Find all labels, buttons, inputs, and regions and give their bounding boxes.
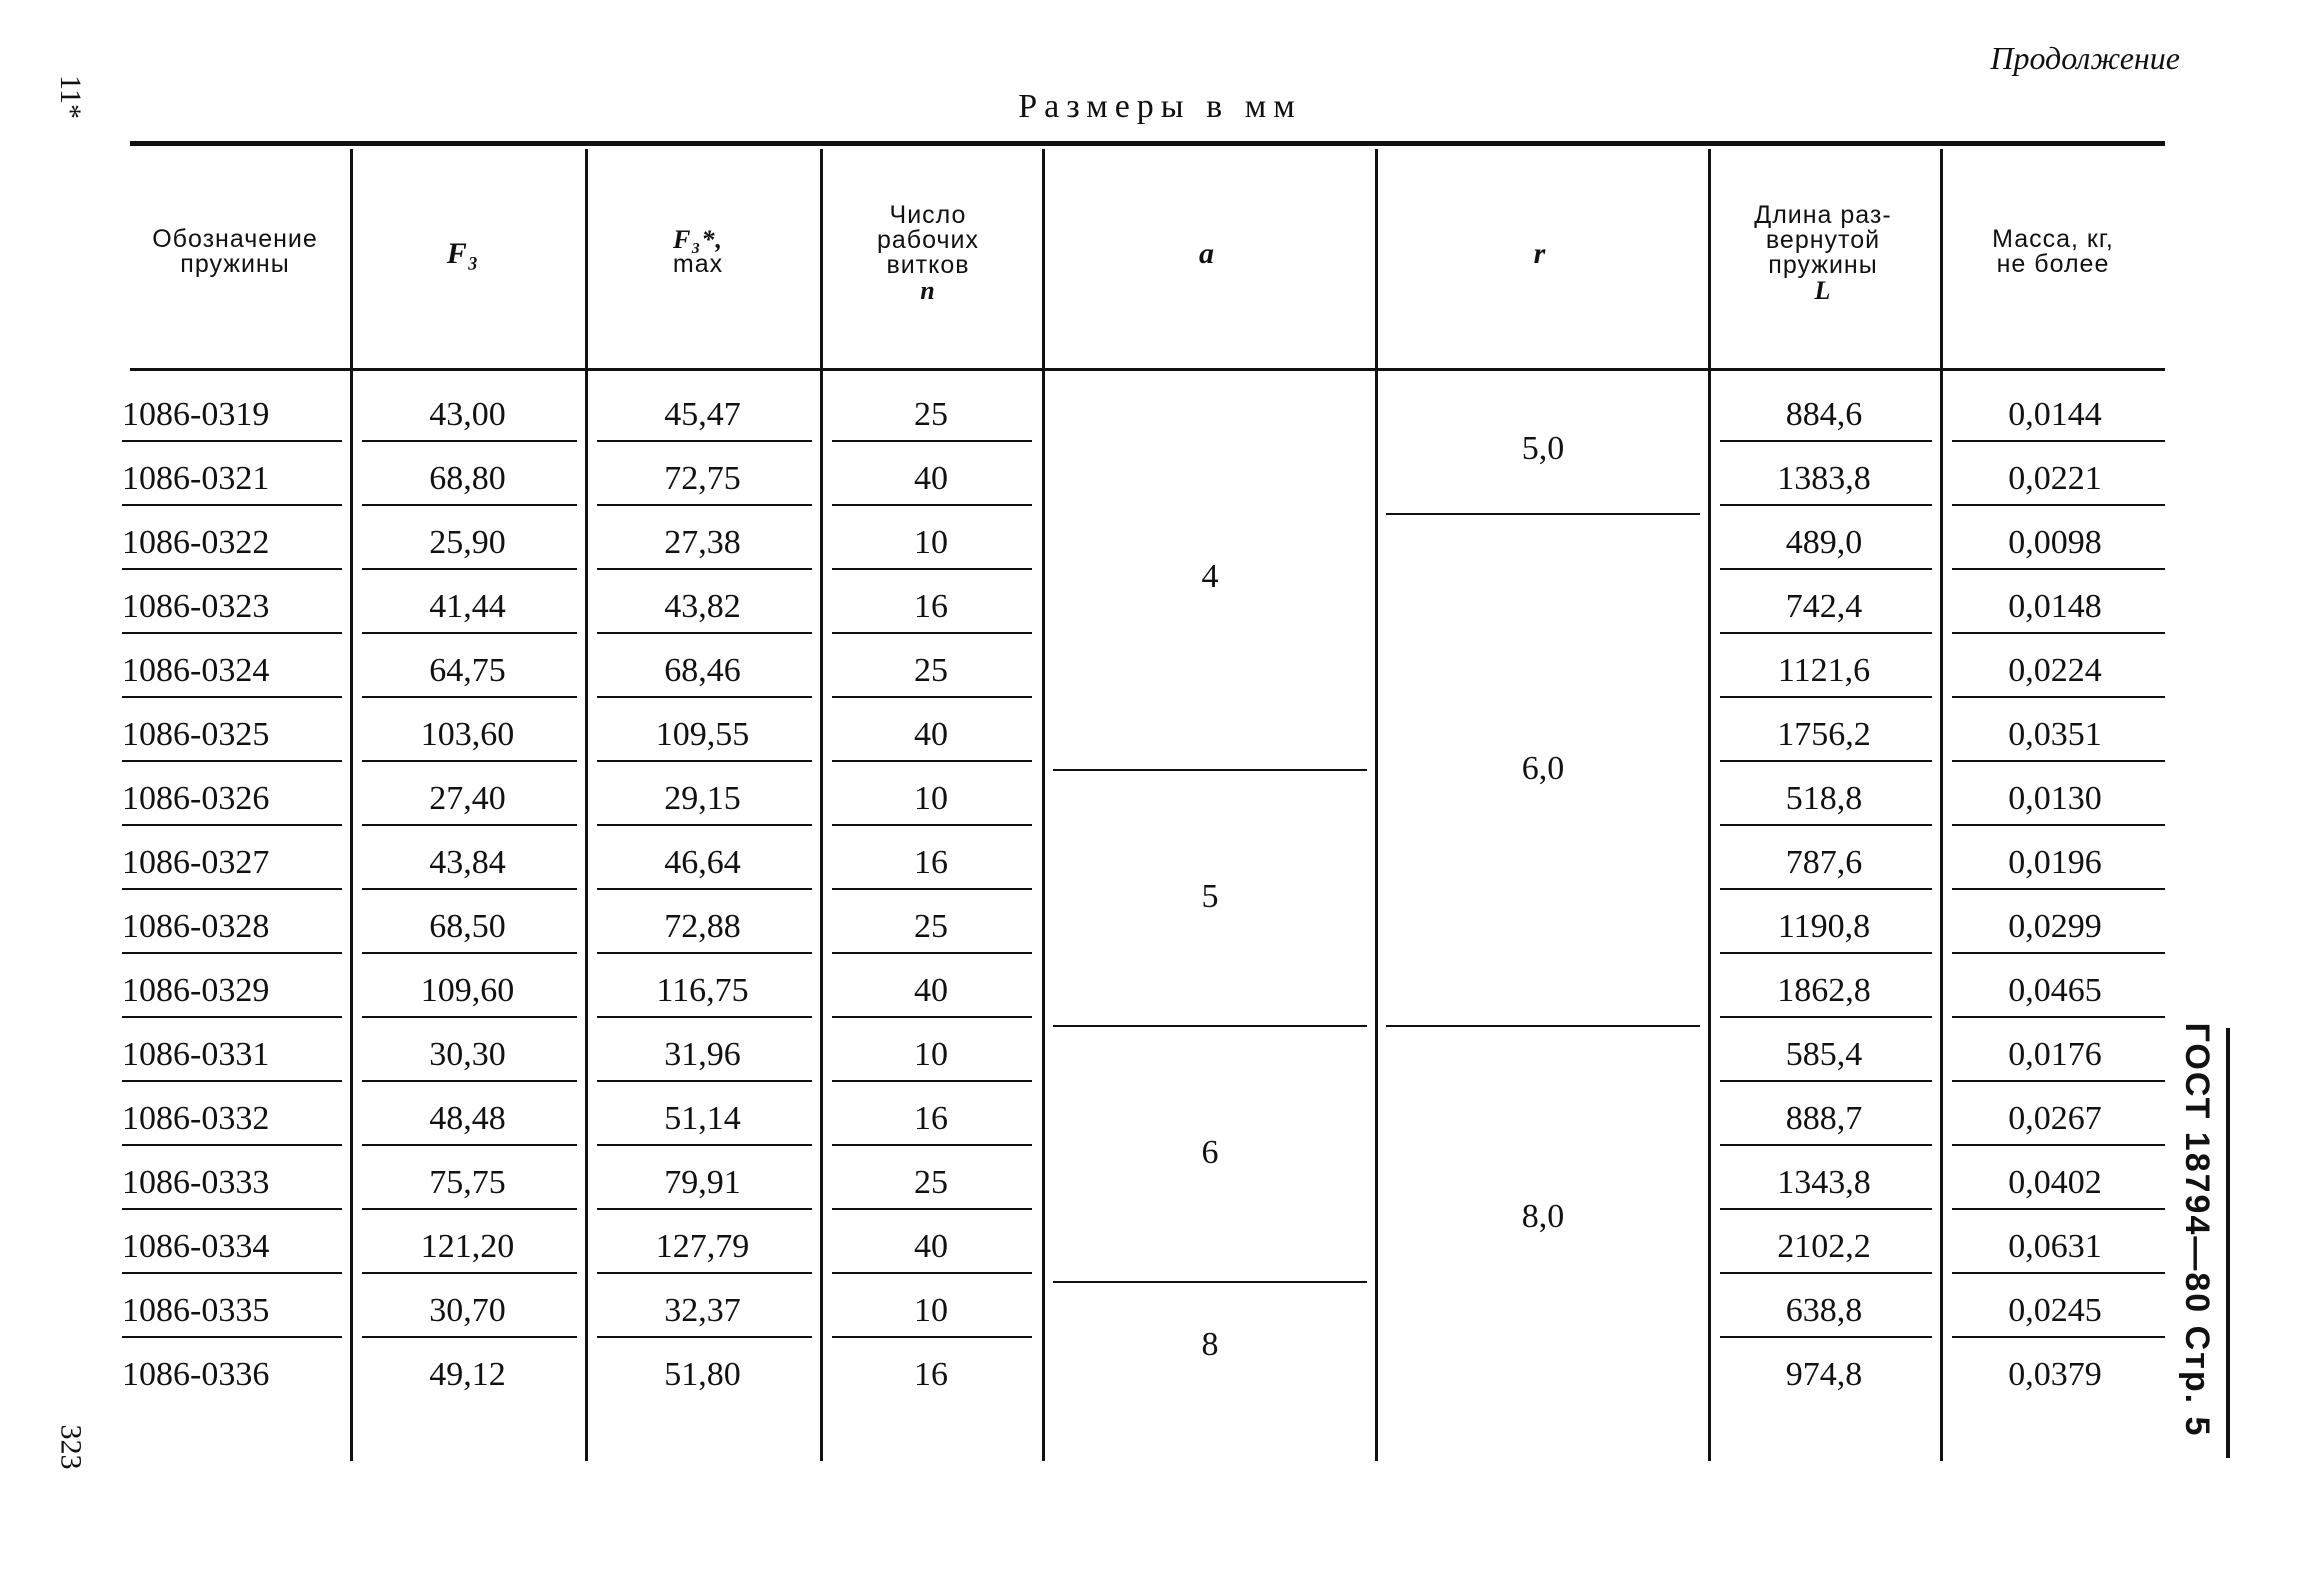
column-separator xyxy=(1708,149,1711,1461)
cell-L: 518,8 xyxy=(1785,780,1863,817)
header-coils-line3: витков xyxy=(886,251,970,279)
cell-L: 1862,8 xyxy=(1777,972,1871,1009)
row-rule xyxy=(597,632,812,634)
cell-mass: 0,0176 xyxy=(2008,1036,2102,1073)
cell-f3: 49,12 xyxy=(429,1356,506,1393)
header-coils-line1: Число xyxy=(889,201,967,229)
cell-L: 1190,8 xyxy=(1777,908,1871,945)
row-rule xyxy=(362,696,577,698)
cell-mass: 0,0130 xyxy=(2008,780,2102,817)
cell-n: 40 xyxy=(914,460,948,497)
row-rule xyxy=(122,632,342,634)
header-length xyxy=(1708,203,1938,303)
units-caption: Размеры в мм xyxy=(1018,88,1302,125)
row-rule xyxy=(362,1208,577,1210)
cell-f3: 27,40 xyxy=(429,780,506,817)
row-rule xyxy=(832,760,1032,762)
cell-mass: 0,0267 xyxy=(2008,1100,2102,1137)
cell-mass: 0,0351 xyxy=(2008,716,2102,753)
table-top-rule xyxy=(130,141,2165,146)
row-rule xyxy=(832,1272,1032,1274)
row-rule xyxy=(122,888,342,890)
header-f3max-line1: F₃*, xyxy=(673,225,723,254)
header-coils xyxy=(817,203,1039,303)
row-rule xyxy=(1952,1336,2165,1338)
cell-f3max: 46,64 xyxy=(664,844,741,881)
row-rule xyxy=(597,1080,812,1082)
cell-L: 1121,6 xyxy=(1777,652,1871,689)
row-rule xyxy=(832,952,1032,954)
cell-L: 489,0 xyxy=(1785,524,1863,561)
cell-r: 8,0 xyxy=(1521,1198,1565,1235)
header-r-text: r xyxy=(1533,237,1547,270)
row-rule xyxy=(1720,952,1932,954)
row-rule xyxy=(597,1272,812,1274)
cell-f3: 48,48 xyxy=(429,1100,506,1137)
header-f3-text: F₃ xyxy=(446,237,480,270)
row-rule xyxy=(1720,888,1932,890)
cell-designation: 1086-0329 xyxy=(122,972,270,1009)
header-a xyxy=(1042,237,1372,270)
cell-L: 1756,2 xyxy=(1777,716,1871,753)
group-rule xyxy=(1053,1281,1367,1283)
column-separator xyxy=(1042,149,1045,1461)
cell-n: 40 xyxy=(914,716,948,753)
cell-f3max: 27,38 xyxy=(664,524,741,561)
cell-n: 16 xyxy=(914,588,948,625)
side-rule xyxy=(2226,1028,2230,1458)
column-separator xyxy=(350,149,353,1461)
page-number: 323 xyxy=(54,1424,88,1470)
header-mass-line1: Масса, кг, xyxy=(1992,225,2114,253)
cell-designation: 1086-0332 xyxy=(122,1100,270,1137)
row-rule xyxy=(362,1144,577,1146)
row-rule xyxy=(597,1208,812,1210)
cell-mass: 0,0196 xyxy=(2008,844,2102,881)
row-rule xyxy=(597,568,812,570)
cell-f3: 109,60 xyxy=(420,972,515,1009)
row-rule xyxy=(1720,824,1932,826)
cell-n: 25 xyxy=(914,1164,948,1201)
row-rule xyxy=(1952,1080,2165,1082)
cell-designation: 1086-0336 xyxy=(122,1356,270,1393)
cell-f3: 68,50 xyxy=(429,908,506,945)
cell-a: 5 xyxy=(1201,878,1219,915)
cell-n: 10 xyxy=(914,524,948,561)
row-rule xyxy=(362,952,577,954)
header-f3max-line2: max xyxy=(672,250,724,278)
header-designation-text: Обозначение пружины xyxy=(152,225,318,278)
row-rule xyxy=(832,696,1032,698)
cell-f3max: 32,37 xyxy=(664,1292,741,1329)
cell-f3max: 72,75 xyxy=(664,460,741,497)
group-rule xyxy=(1386,513,1700,515)
cell-designation: 1086-0335 xyxy=(122,1292,270,1329)
row-rule xyxy=(597,1144,812,1146)
continued-label: Продолжение xyxy=(1990,40,2180,76)
row-rule xyxy=(1952,1144,2165,1146)
header-length-line2: вернутой xyxy=(1765,226,1881,254)
cell-f3max: 45,47 xyxy=(664,396,741,433)
cell-mass: 0,0631 xyxy=(2008,1228,2102,1265)
row-rule xyxy=(1952,824,2165,826)
row-rule xyxy=(832,1080,1032,1082)
group-rule xyxy=(1053,769,1367,771)
row-rule xyxy=(362,504,577,506)
cell-mass: 0,0221 xyxy=(2008,460,2102,497)
cell-f3: 75,75 xyxy=(429,1164,506,1201)
cell-mass: 0,0465 xyxy=(2008,972,2102,1009)
header-mass-line2: не более xyxy=(1996,250,2110,278)
cell-f3: 64,75 xyxy=(429,652,506,689)
cell-n: 40 xyxy=(914,972,948,1009)
cell-n: 25 xyxy=(914,396,948,433)
cell-L: 888,7 xyxy=(1785,1100,1863,1137)
column-separator xyxy=(1375,149,1378,1461)
cell-mass: 0,0299 xyxy=(2008,908,2102,945)
row-rule xyxy=(832,1016,1032,1018)
row-rule xyxy=(597,760,812,762)
header-mass xyxy=(1942,227,2164,277)
row-rule xyxy=(1952,952,2165,954)
row-rule xyxy=(597,696,812,698)
cell-L: 1343,8 xyxy=(1777,1164,1871,1201)
cell-f3max: 127,79 xyxy=(655,1228,750,1265)
cell-L: 638,8 xyxy=(1785,1292,1863,1329)
cell-designation: 1086-0325 xyxy=(122,716,270,753)
cell-f3: 68,80 xyxy=(429,460,506,497)
cell-mass: 0,0148 xyxy=(2008,588,2102,625)
cell-f3max: 51,14 xyxy=(664,1100,741,1137)
row-rule xyxy=(1720,1208,1932,1210)
row-rule xyxy=(122,1336,342,1338)
cell-n: 25 xyxy=(914,908,948,945)
row-rule xyxy=(1952,632,2165,634)
cell-a: 4 xyxy=(1201,558,1219,595)
cell-f3max: 43,82 xyxy=(664,588,741,625)
row-rule xyxy=(362,1080,577,1082)
cell-f3: 103,60 xyxy=(420,716,515,753)
column-separator xyxy=(585,149,588,1461)
cell-n: 16 xyxy=(914,1100,948,1137)
row-rule xyxy=(597,1016,812,1018)
row-rule xyxy=(832,1208,1032,1210)
cell-n: 16 xyxy=(914,1356,948,1393)
row-rule xyxy=(832,888,1032,890)
cell-L: 974,8 xyxy=(1785,1356,1863,1393)
group-rule xyxy=(1053,1025,1367,1027)
column-separator xyxy=(820,149,823,1461)
row-rule xyxy=(362,888,577,890)
row-rule xyxy=(832,568,1032,570)
cell-designation: 1086-0328 xyxy=(122,908,270,945)
cell-designation: 1086-0319 xyxy=(122,396,270,433)
cell-mass: 0,0245 xyxy=(2008,1292,2102,1329)
row-rule xyxy=(1952,504,2165,506)
row-rule xyxy=(1952,1016,2165,1018)
row-rule xyxy=(597,440,812,442)
cell-f3max: 68,46 xyxy=(664,652,741,689)
cell-n: 10 xyxy=(914,1036,948,1073)
header-f3 xyxy=(347,237,579,270)
cell-designation: 1086-0333 xyxy=(122,1164,270,1201)
header-designation xyxy=(130,227,340,277)
row-rule xyxy=(597,888,812,890)
row-rule xyxy=(832,504,1032,506)
row-rule xyxy=(1720,1144,1932,1146)
cell-f3: 30,70 xyxy=(429,1292,506,1329)
cell-f3: 43,00 xyxy=(429,396,506,433)
row-rule xyxy=(122,1208,342,1210)
row-rule xyxy=(362,1272,577,1274)
cell-f3max: 116,75 xyxy=(656,972,749,1009)
cell-mass: 0,0379 xyxy=(2008,1356,2102,1393)
cell-n: 10 xyxy=(914,780,948,817)
row-rule xyxy=(122,504,342,506)
row-rule xyxy=(1720,568,1932,570)
row-rule xyxy=(1720,504,1932,506)
cell-L: 787,6 xyxy=(1785,844,1863,881)
row-rule xyxy=(1720,1336,1932,1338)
cell-L: 2102,2 xyxy=(1777,1228,1871,1265)
cell-L: 585,4 xyxy=(1785,1036,1863,1073)
row-rule xyxy=(122,696,342,698)
row-rule xyxy=(1720,440,1932,442)
cell-f3max: 29,15 xyxy=(664,780,741,817)
cell-L: 884,6 xyxy=(1785,396,1863,433)
row-rule xyxy=(597,1336,812,1338)
row-rule xyxy=(122,1144,342,1146)
header-f3max xyxy=(582,227,814,277)
side-label: ГОСТ 18794—80 Стр. 5 xyxy=(2178,1022,2216,1438)
cell-designation: 1086-0322 xyxy=(122,524,270,561)
column-separator xyxy=(1940,149,1943,1461)
cell-r: 5,0 xyxy=(1521,430,1565,467)
row-rule xyxy=(1952,568,2165,570)
cell-f3max: 109,55 xyxy=(655,716,750,753)
cell-a: 8 xyxy=(1201,1326,1219,1363)
cell-f3: 43,84 xyxy=(429,844,506,881)
row-rule xyxy=(362,440,577,442)
row-rule xyxy=(1952,760,2165,762)
cell-f3: 30,30 xyxy=(429,1036,506,1073)
row-rule xyxy=(122,568,342,570)
cell-designation: 1086-0331 xyxy=(122,1036,270,1073)
cell-mass: 0,0144 xyxy=(2008,396,2102,433)
spring-dimensions-table xyxy=(122,141,2165,1461)
cell-f3max: 79,91 xyxy=(664,1164,741,1201)
row-rule xyxy=(362,568,577,570)
cell-a: 6 xyxy=(1201,1134,1219,1171)
cell-L: 742,4 xyxy=(1785,588,1863,625)
cell-r: 6,0 xyxy=(1521,750,1565,787)
row-rule xyxy=(1720,696,1932,698)
cell-designation: 1086-0323 xyxy=(122,588,270,625)
row-rule xyxy=(362,824,577,826)
row-rule xyxy=(122,952,342,954)
cell-n: 10 xyxy=(914,1292,948,1329)
row-rule xyxy=(597,952,812,954)
cell-designation: 1086-0321 xyxy=(122,460,270,497)
row-rule xyxy=(832,1144,1032,1146)
cell-n: 25 xyxy=(914,652,948,689)
header-r xyxy=(1375,237,1705,270)
row-rule xyxy=(362,1016,577,1018)
row-rule xyxy=(597,504,812,506)
cell-n: 16 xyxy=(914,844,948,881)
cell-f3max: 72,88 xyxy=(664,908,741,945)
cell-f3max: 31,96 xyxy=(664,1036,741,1073)
cell-designation: 1086-0334 xyxy=(122,1228,270,1265)
cell-mass: 0,0098 xyxy=(2008,524,2102,561)
cell-f3max: 51,80 xyxy=(664,1356,741,1393)
row-rule xyxy=(832,824,1032,826)
header-a-text: a xyxy=(1199,237,1215,270)
row-rule xyxy=(1720,632,1932,634)
row-rule xyxy=(832,440,1032,442)
cell-designation: 1086-0327 xyxy=(122,844,270,881)
row-rule xyxy=(122,824,342,826)
row-rule xyxy=(122,1016,342,1018)
row-rule xyxy=(832,1336,1032,1338)
cell-f3: 25,90 xyxy=(429,524,506,561)
row-rule xyxy=(362,1336,577,1338)
header-bottom-rule xyxy=(130,368,2165,371)
cell-mass: 0,0402 xyxy=(2008,1164,2102,1201)
header-length-line4: L xyxy=(1814,276,1832,305)
group-rule xyxy=(1386,1025,1700,1027)
row-rule xyxy=(122,1080,342,1082)
row-rule xyxy=(832,632,1032,634)
corner-mark: 11* xyxy=(53,75,87,119)
row-rule xyxy=(1720,760,1932,762)
cell-f3: 41,44 xyxy=(429,588,506,625)
row-rule xyxy=(362,632,577,634)
row-rule xyxy=(1720,1272,1932,1274)
cell-f3: 121,20 xyxy=(420,1228,515,1265)
row-rule xyxy=(1952,696,2165,698)
row-rule xyxy=(1952,440,2165,442)
cell-designation: 1086-0326 xyxy=(122,780,270,817)
header-length-line3: пружины xyxy=(1768,251,1878,279)
row-rule xyxy=(122,760,342,762)
row-rule xyxy=(122,440,342,442)
row-rule xyxy=(597,824,812,826)
row-rule xyxy=(362,760,577,762)
row-rule xyxy=(1952,1272,2165,1274)
header-length-line1: Длина раз- xyxy=(1754,201,1892,229)
cell-L: 1383,8 xyxy=(1777,460,1871,497)
row-rule xyxy=(1720,1016,1932,1018)
row-rule xyxy=(1720,1080,1932,1082)
cell-designation: 1086-0324 xyxy=(122,652,270,689)
header-coils-line4: n xyxy=(920,276,936,305)
header-coils-line2: рабочих xyxy=(877,226,979,254)
row-rule xyxy=(1952,888,2165,890)
row-rule xyxy=(1952,1208,2165,1210)
cell-mass: 0,0224 xyxy=(2008,652,2102,689)
row-rule xyxy=(122,1272,342,1274)
cell-n: 40 xyxy=(914,1228,948,1265)
